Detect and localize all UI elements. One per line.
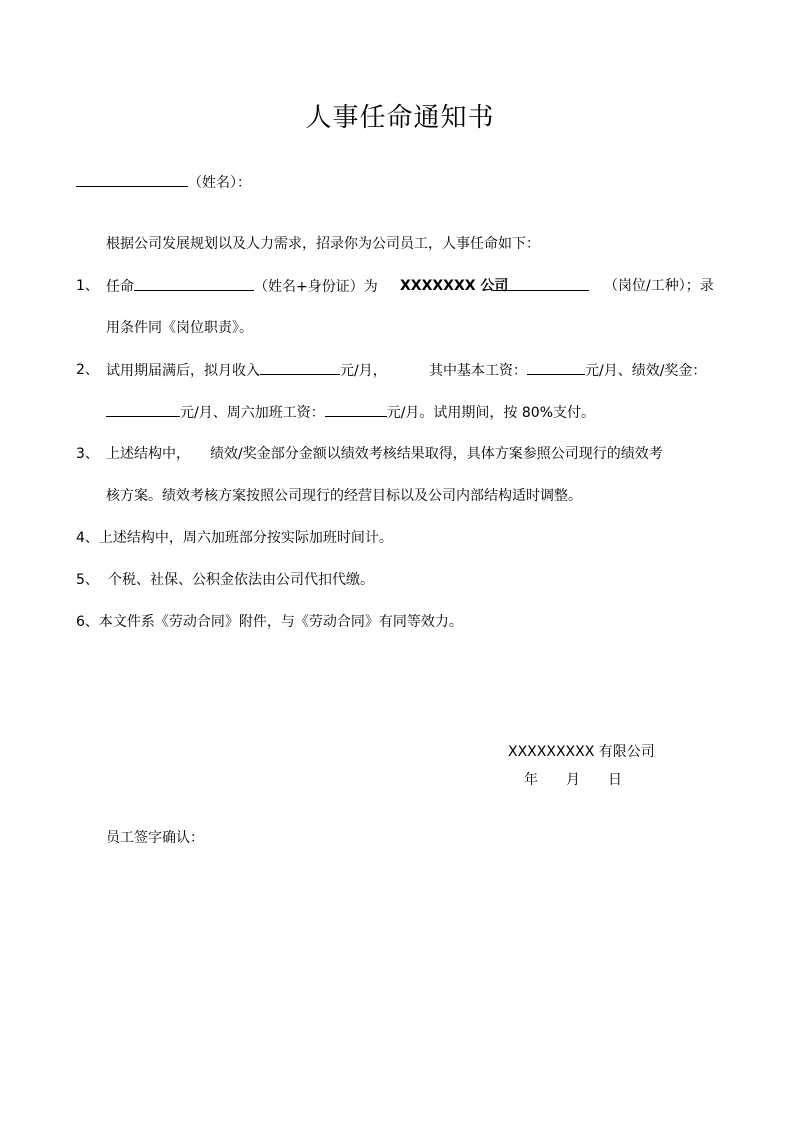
item-2-income: 试用期届满后，拟月收入 [106,363,260,379]
item-2-probation: 元/月。试用期间，按 80%支付。 [386,405,596,421]
signature-month: 月 [566,772,580,788]
signature-company: XXXXXXXXX 有限公司 [508,744,655,760]
item-1-position-line [493,276,589,297]
item-2-line-1 [106,360,387,381]
salutation-line [76,172,251,193]
item-1-id-text: （姓名+身份证）为 [254,279,378,295]
item-2-line-1-b [429,360,706,381]
salutation-suffix: （姓名）： [188,175,251,191]
item-2-base-blank [527,360,585,375]
signature-year: 年 [524,772,538,788]
item-1-name-blank [134,276,254,291]
name-blank [76,172,188,187]
item-1-line-2: 用条件同《岗位职责》。 [106,320,253,336]
item-2-income-blank [260,360,340,375]
item-1-line-1 [106,276,378,297]
item-2-number: 2、 [76,362,99,378]
item-2-line-2 [106,402,595,423]
item-2-saturday-blank [325,402,387,417]
item-3-line-2: 核方案。绩效考核方案按照公司现行的经营目标以及公司内部结构适时调整。 [106,488,582,504]
intro-paragraph: 根据公司发展规划以及人力需求，招录你为公司员工，人事任命如下： [106,236,540,252]
item-1-company: XXXXXXX 公司 [400,278,509,294]
item-2-bonus: 元/月、绩效/奖金： [585,363,707,379]
item-2-unit-1: 元/月， [340,363,387,379]
employee-signature-label: 员工签字确认： [106,830,204,846]
document-title: 人事任命通知书 [305,103,495,133]
item-4: 4、上述结构中，周六加班部分按实际加班时间计。 [76,530,393,546]
item-5-number: 5、 [76,572,99,588]
item-3-number: 3、 [76,446,99,462]
item-6: 6、本文件系《劳动合同》附件，与《劳动合同》有同等效力。 [76,614,463,630]
item-5-text: 个税、社保、公积金依法由公司代扣代缴。 [108,572,374,588]
item-1-appoint: 任命 [106,279,134,295]
item-2-saturday: 元/月、周六加班工资： [180,405,325,421]
item-3-lead: 上述结构中， [106,446,190,462]
item-1-position-text: （岗位/工种）；录 [604,278,714,294]
item-3-line-1: 绩效/奖金部分金额以绩效考核结果取得，具体方案参照公司现行的绩效考 [210,446,663,462]
item-1-number: 1、 [76,278,99,294]
signature-day: 日 [608,772,622,788]
item-2-bonus-blank [106,402,180,417]
item-2-base-salary: 其中基本工资： [429,363,527,379]
item-1-position-blank [493,276,589,291]
